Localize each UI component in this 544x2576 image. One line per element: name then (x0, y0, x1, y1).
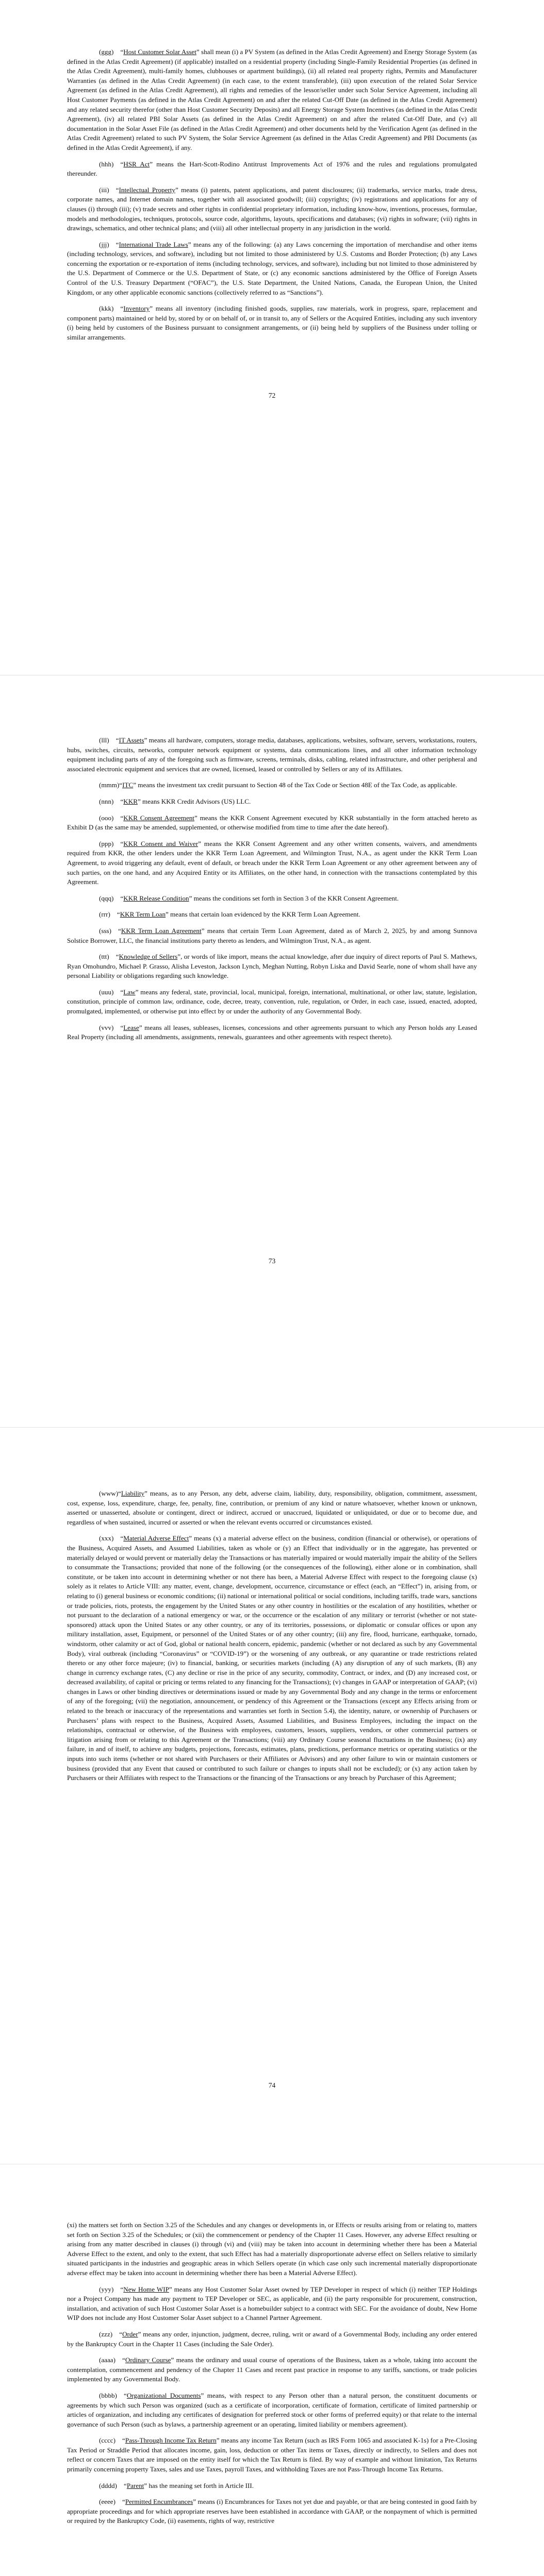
defined-term: HSR Act (123, 160, 150, 168)
definition-prefix: (dddd) “ (99, 2481, 127, 2489)
definition-text: ” means all leases, subleases, licenses, concessions and other agreements pursuant to which any Person holds any Leased Real Property (including all amendments, assignments, renewals, guarantees and other agreements with respect thereto). (67, 1023, 477, 1041)
definition-prefix: (kkk) “ (99, 304, 124, 313)
defined-term: ITC (122, 781, 134, 789)
definition-prefix: (sss) “ (99, 926, 121, 935)
definition-paragraph (67, 2497, 477, 2526)
definition-paragraph (67, 781, 477, 790)
definition-paragraph (67, 47, 477, 153)
defined-term: KKR (123, 797, 138, 805)
page-number: 73 (268, 1257, 276, 1265)
defined-term: KKR Release Condition (123, 894, 189, 902)
definition-prefix: (hhh) “ (99, 160, 124, 168)
defined-term: Host Customer Solar Asset (123, 48, 196, 56)
definition-text: ” means any federal, state, provincial, local, municipal, foreign, international, multinational, or other law, statute, legislation, constitution, principle of common law, ordinance, code, decree, treaty, convention, rule, regulation, or Order, in each case, issued, enacted, adopted, promulgated, implemented, or otherwise put into effect by or under the authority of any Governmental Body. (67, 988, 477, 1015)
definition-prefix: (www)“ (99, 1489, 121, 1497)
definition-text: ” means (i) patents, patent applications, and patent disclosures; (ii) trademarks, service marks, trade dress, corporate names, and Internet domain names, together with all associated goodwill; (iii) copyrights; (iv) registrations and applications for any of clauses (i) through (iii); (v) trade secrets and other rights in confidential proprietary information, including know-how, inventions, processes, formulae, models and methodologies, techniques, protocols, source code, algorithms, layouts, specifications and databases; (vi) rights in software; (vii) rights in drawings, schematics, and other technical plans; and (viii) all other intellectual property in any jurisdiction in the world. (67, 185, 477, 232)
definition-paragraph (67, 894, 477, 904)
defined-term: Material Adverse Effect (123, 1534, 189, 1543)
page-number: 72 (268, 392, 276, 399)
definition-paragraph (67, 1023, 477, 1042)
defined-term: KKR Term Loan (120, 910, 166, 919)
page-body (67, 2221, 477, 2526)
definition-text: ” means that certain loan evidenced by the KKR Term Loan Agreement. (166, 910, 360, 919)
definition-text: ” means the investment tax credit pursuant to Section 48 of the Tax Code or Section 48E of the Tax Code, as applicable. (133, 781, 457, 789)
defined-term: Ordinary Course (125, 2356, 171, 2364)
definition-paragraph (67, 926, 477, 945)
definition-prefix: (lll) “ (99, 736, 119, 744)
definition-prefix: (vvv) “ (99, 1023, 124, 1031)
definition-prefix: (bbbb) “ (99, 2391, 127, 2399)
definition-paragraph (67, 304, 477, 342)
definition-paragraph (67, 2355, 477, 2384)
definition-prefix: (iii) “ (99, 185, 119, 194)
definition-text: ” shall mean (i) a PV System (as defined in the Atlas Credit Agreement) and Energy Storage System (as defined in the Atlas Credit Agreement) (if applicable) installed on a residential property (including Single-Family Residential Properties (as defined in the Atlas Credit Agreement), multi-family homes, clubhouses or apartment buildings), (ii) all related real property rights, Permits and Manufacturer Warranties (as defined in the Atlas Credit Agreement) (in each case, to the extent transferable), (iii) upon execution of the related Solar Service Agreement (as defined in the Atlas Credit Agreement), all rights and remedies of the lessor/seller under such Solar Service Agreement, including all Host Customer Payments (as defined in the Atlas Credit Agreement) on and after the related Cut-Off Date (as defined in the Atlas Credit Agreement) and any related security therefor (other than Host Customer Security Deposits) and all Energy Storage System Incentives (as defined in the Atlas Credit Agreement), (iv) all related PBI Solar Assets (as defined in the Atlas Credit Agreement) on and after the related Cut-Off Date, and (v) all documentation in the Solar Asset File (as defined in the Atlas Credit Agreement) and other documents held by the Verification Agent (as defined in the Atlas Credit Agreement) related to such PV System, the Solar Service Agreement (as defined in the Atlas Credit Agreement) and PBI Documents (as defined in the Atlas Credit Agreement), if any. (67, 48, 477, 151)
defined-term: Parent (126, 2481, 144, 2489)
defined-term: Permitted Encumbrances (125, 2498, 193, 2506)
defined-term: KKR Consent and Waiver (123, 839, 199, 848)
definition-paragraph (67, 2481, 477, 2491)
page-number: 74 (268, 2081, 276, 2089)
definition-paragraph (67, 185, 477, 233)
defined-term: Order (122, 2330, 138, 2338)
definition-paragraph (67, 797, 477, 807)
defined-term: KKR Consent Agreement (123, 814, 194, 822)
definition-text: ” means the ordinary and usual course of operations of the Business, taken as a whole, taking into account the contemplation, commencement and pendency of the Chapter 11 Cases and recent past practice in response to any tariffs, sanctions, or trade policies implemented by any Governmental Body. (67, 2356, 477, 2383)
definition-text: ” means, with respect to any Person other than a natural person, the constituent documents or agreements by which such Person was organized (such as a certificate of incorporation, certificate of formation, certificate of limited partnership or articles of organization, and including any certificates of designation for preferred stock or other forms of preferred equity) or that relate to the internal governance of such Person (such as bylaws, a partnership agreement or an operating, limited liability or members agreement). (67, 2391, 477, 2428)
definition-text: (xi) the matters set forth on Section 3.25 of the Schedules and any changes or developments in, or Effects or results arising from or relating to, matters set forth on Section 3.25 of the Schedules; or (xii) the commencement or pendency of the Chapter 11 Cases. However, any adverse Effect resulting or arising from any matter described in clauses (i) through (vi) and (viii) may be taken into account in determining whether there has been a Material Adverse Effect to the extent, and only to the extent, that such Effect has had a materially disproportionate adverse effect on Sellers relative to similarly situated participants in the industries and geographic areas in which Sellers operate (in which case only such incremental materially disproportionate adverse effect may be taken into account in determining whether there has been a Material Adverse Effect). (67, 2221, 477, 2277)
definition-prefix: (jjj) “ (99, 240, 119, 248)
definition-text: ” means any order, injunction, judgment, decree, ruling, writ or award of a Governmental Body, including any order entered by the Bankruptcy Court in the Chapter 11 Cases (including the Sale Order). (67, 2330, 477, 2348)
defined-term: Intellectual Property (119, 185, 175, 194)
page-74 (0, 1427, 544, 2164)
definition-prefix: (ppp) “ (99, 839, 124, 848)
page-73 (0, 675, 544, 1427)
defined-term: International Trade Laws (119, 240, 188, 248)
definition-paragraph (67, 2330, 477, 2349)
defined-term: Inventory (123, 304, 150, 313)
definition-paragraph (67, 839, 477, 887)
definition-prefix: (ttt) “ (99, 953, 119, 961)
definition-text: ” means all hardware, computers, storage media, databases, applications, websites, software, servers, workstations, routers, hubs, switches, circuits, networks, computer network equipment or systems, data communications lines, and all other information technology equipment including parts of any of the foregoing such as firmware, screens, terminals, disks, cabling, related infrastructure, and other peripheral and associated electronic equipment and services that are owned, licensed, leased or controlled by Sellers or any of its Affiliates. (67, 736, 477, 773)
definition-paragraph (67, 1489, 477, 1527)
definition-prefix: (qqq) “ (99, 894, 124, 902)
definition-paragraph (67, 736, 477, 774)
definition-text: ” means (x) a material adverse effect on the business, condition (financial or otherwise), or operations of the Business, Acquired Assets, and Assumed Liabilities, taken as whole or (y) an Effect that individually or in the aggregate, has prevented or materially delayed or would prevent or materially delay the Transactions or has materially impaired or would materially impair the ability of the Sellers to consummate the Transactions; provided that none of the following (or the consequences of the following), either alone or in combination, shall constitute, or be taken into account in determining whether or not there has been, a Material Adverse Effect with respect to the foregoing clause (x) solely as it relates to Article VIII: any matter, event, change, development, occurrence, circumstance or effect (each, an “Effect”) in, arising from, or relating to (i) general business or economic conditions; (ii) national or international political or social conditions, including tariffs, trade wars, sanctions or trade policies, riots, protests, the engagement by the United States or any other country in hostilities or the escalation of any hostilities, whether or not pursuant to the declaration of a national emergency or war, or the occurrence or the escalation of any military or terrorist (whether or not state-sponsored) attack upon the United States or any other country, or any of its territories, possessions, or diplomatic or consular offices or upon any military installation, asset, Equipment, or personnel of the United States or of any other country; (iii) any fire, flood, hurricane, earthquake, tornado, windstorm, other calamity or act of God, global or national health concern, epidemic, pandemic (whether or not declared as such by any Governmental Body), viral outbreak (including “Coronavirus” or “COVID-19”) or the worsening of any outbreak, or any quarantine or trade restrictions related thereto or any other force majeure; (iv) to financial, banking, or securities markets (including (A) any disruption of any of such markets, (B) any change in currency exchange rates, (C) any decline or rise in the price of any security, commodity, Contract, or index, and (D) any increased cost, or decreased availability, of capital or pricing or terms related to any financing for the Transactions); (v) changes in GAAP or interpretation of GAAP; (vi) changes in Laws or other binding directives or determinations issued or made by any Governmental Body and any change in the terms or enforcement of any of the foregoing; (vii) the negotiation, announcement, or pendency of this Agreement or the Transactions (except any Effects arising from or related to the breach or inaccuracy of the representations and warranties set forth in Section 5.4), the identity, nature, or ownership of Purchasers or Purchasers’ plans with respect to the Business, Acquired Assets, Assumed Liabilities, and Business Employees, including the impact on the relationships, contractual or otherwise, of the Business with employees, customers, lessors, suppliers, vendors, or other commercial partners or litigation arising from or relating to this Agreement or the Transactions; (viii) any Ordinary Course seasonal fluctuations in the Business; (ix) any failure, in and of itself, to achieve any budgets, projections, forecasts, estimates, plans, predictions, performance metrics or operating statistics or the inputs into such items (whether or not shared with Purchasers or their Affiliates or Advisors) and any other failure to win or maintain customers or business (provided that any Event that caused or contributed to such failure or changes to inputs shall not be excluded); or (x) any action taken by Purchasers or their Affiliates with respect to the Transactions or the financing of the Transactions or any breach by Purchaser of this Agreement; (67, 1534, 477, 1782)
definition-paragraph (67, 988, 477, 1016)
definition-paragraph (67, 1534, 477, 1783)
definition-prefix: (nnn) “ (99, 797, 124, 805)
definition-prefix: (xxx) “ (99, 1534, 124, 1543)
continued-paragraph (67, 2221, 477, 2278)
definition-paragraph (67, 240, 477, 298)
page-75 (0, 2164, 544, 2576)
page-72 (0, 0, 544, 675)
definition-prefix: (eeee) “ (99, 2498, 125, 2506)
definition-text: ” means that certain Term Loan Agreement, dated as of March 2, 2025, by and among Sunnova Solstice Borrower, LLC, the financial institutions party thereto as lenders, and Wilmington Trust, N.A., as agent. (67, 926, 477, 944)
definition-text: ” means (i) Encumbrances for Taxes not yet due and payable, or that are being contested in good faith by appropriate proceedings and for which appropriate reserves have been established in accordance with GAAP, or the nonpayment of which is permitted or required by the Bankruptcy Code, (ii) easements, rights of way, restrictive (67, 2498, 477, 2525)
definition-text: ” means, as to any Person, any debt, adverse claim, liability, duty, responsibility, obligation, commitment, assessment, cost, expense, loss, expenditure, charge, fee, penalty, fine, contribution, or premium of any kind or nature whatsoever, whether known or unknown, asserted or unasserted, absolute or contingent, direct or indirect, accrued or unaccrued, liquidated or unliquidated, or due or to become due, and regardless of when sustained, incurred or asserted or when the relevant events occurred or circumstances existed. (67, 1489, 477, 1526)
definition-paragraph (67, 2436, 477, 2474)
defined-term: Law (123, 988, 136, 996)
defined-term: Lease (123, 1023, 139, 1031)
definition-prefix: (cccc) “ (99, 2436, 125, 2445)
definition-paragraph (67, 814, 477, 833)
definition-paragraph (67, 160, 477, 179)
definition-text: ”, or words of like import, means the actual knowledge, after due inquiry of direct reports of Paul S. Mathews, Ryan Omohundro, Michael P. Grasso, Alisha Leveston, Jackson Lynch, Meghan Nutting, Robyn Liska and David Searle, none of whom shall have any personal Liability or obligations regarding such knowledge. (67, 953, 477, 980)
definition-text: ” means any income Tax Return (such as IRS Form 1065 and associated K-1s) for a Pre-Closing Tax Period or Straddle Period that allocates income, gain, loss, deduction or other Tax items or Taxes, directly or indirectly, to Sellers and does not reflect or concern Taxes that are imposed on the entity itself for which the Tax Return is filed. By way of example and without limitation, Tax Returns primarily concerning property Taxes, sales and use Taxes, payroll Taxes, and withholding Taxes are not Pass-Through Income Tax Returns. (67, 2436, 477, 2473)
definition-paragraph (67, 2285, 477, 2323)
page-body (67, 1489, 477, 1783)
definition-text: ” has the meaning set forth in Article III. (144, 2481, 254, 2489)
definition-prefix: (ggg) “ (99, 48, 124, 56)
defined-term: Liability (121, 1489, 144, 1497)
defined-term: Pass-Through Income Tax Return (125, 2436, 217, 2445)
definition-text: ” means the KKR Consent Agreement executed by KKR substantially in the form attached hereto as Exhibit D (as the same may be amended, supplemented, or otherwise modified from time to time after the date hereof). (67, 814, 477, 832)
definition-paragraph (67, 910, 477, 920)
page-body (67, 736, 477, 1042)
defined-term: Knowledge of Sellers (119, 953, 178, 961)
definition-prefix: (yyy) “ (99, 2285, 124, 2293)
definition-prefix: (uuu) “ (99, 988, 124, 996)
definition-prefix: (zzz) “ (99, 2330, 123, 2338)
definition-paragraph (67, 952, 477, 981)
definition-prefix: (rrr) “ (99, 910, 120, 919)
defined-term: Organizational Documents (126, 2391, 201, 2399)
definition-text: ” means the conditions set forth in Section 3 of the KKR Consent Agreement. (189, 894, 399, 902)
definition-text: ” means KKR Credit Advisors (US) LLC. (137, 797, 251, 805)
definition-text: ” means all inventory (including finished goods, supplies, raw materials, work in progress, spare, replacement and component parts) maintained or held by, stored by or on behalf of, or in transit to, any of Sellers or the Acquired Entities, including any such inventory (i) being held by customers of the Business pursuant to consignment arrangements, or (ii) being held by suppliers of the Business under tolling or similar arrangements. (67, 304, 477, 342)
definition-text: ” means any of the following: (a) any Laws concerning the importation of merchandise and other items (including technology, services, and software), including but not limited to those administered by U.S. Customs and Border Protection; (b) any Laws concerning the exportation or re-exportation of items (including technology, services, and software), including but not limited to those administered by the U.S. Department of Commerce or the U.S. Department of State, or (c) any economic sanctions administered by the Office of Foreign Assets Control of the U.S. Treasury Department (“OFAC”), the U.S. State Department, the United Nations, Canada, the European Union, the United Kingdom, or any other applicable economic sanctions (collectively referred to as “Sanctions”). (67, 240, 477, 296)
definition-prefix: (ooo) “ (99, 814, 124, 822)
definition-text: ” means the KKR Consent Agreement and any other written consents, waivers, and amendments required from KKR, the other lenders under the KKR Term Loan Agreement, and Wilmington Trust, N.A., as agent under the KKR Term Loan Agreement, to avoid triggering any default, event of default, or breach under the KKR Term Loan Agreement or any other agreement between any of such parties, on the one hand, and any Acquired Entity or its Affiliates, on the other hand, in connection with the transactions contemplated by this Agreement. (67, 839, 477, 886)
defined-term: KKR Term Loan Agreement (121, 926, 202, 935)
definition-prefix: (mmm)“ (99, 781, 123, 789)
page-body (67, 47, 477, 343)
definition-text: ” means any Host Customer Solar Asset owned by TEP Developer in respect of which (i) neither TEP Holdings nor a Project Company has made any payment to TEP Developer or SEC, as applicable, and (ii) the party responsible for procurement, construction, installation, and activation of such Host Customer Solar Asset is a homebuilder subject to a contract with SEC. For the avoidance of doubt, New Home WIP does not include any Host Customer Solar Asset subject to a Channel Partner Agreement. (67, 2285, 477, 2322)
defined-term: IT Assets (119, 736, 144, 744)
defined-term: New Home WIP (123, 2285, 169, 2293)
definition-paragraph (67, 2391, 477, 2429)
definition-text: ” means the Hart-Scott-Rodino Antitrust Improvements Act of 1976 and the rules and regulations promulgated thereunder. (67, 160, 477, 178)
definition-prefix: (aaaa) “ (99, 2356, 125, 2364)
